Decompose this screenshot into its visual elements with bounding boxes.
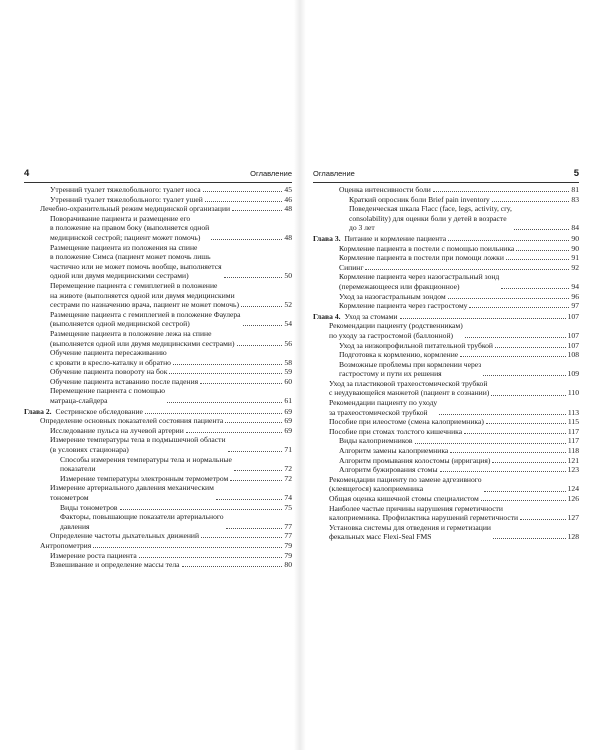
toc-entry-page: 118 (567, 446, 579, 456)
dot-leader (216, 499, 283, 500)
dot-leader (440, 471, 566, 472)
toc-entry (313, 321, 579, 340)
toc-entry-page: 71 (284, 445, 292, 455)
toc-entry-title: Определение основных показателей состояния пациента (40, 416, 224, 426)
dot-leader (201, 537, 282, 538)
toc-entry (24, 483, 292, 502)
toc-entry (313, 504, 579, 523)
toc-chapter-entry (313, 312, 579, 322)
toc-entry (313, 341, 579, 351)
toc-entry (24, 426, 292, 436)
toc-entry-page: 46 (284, 194, 292, 204)
toc-entry-title: Уход за низкопрофильной питательной трубкой (339, 340, 493, 350)
toc-entry (24, 474, 292, 484)
toc-entry-title: Сипинг (339, 262, 364, 272)
toc-entry-title: Определение частоты дыхательных движений (50, 531, 200, 541)
toc-entry-page: 127 (567, 513, 579, 523)
toc-entry (24, 503, 292, 513)
dot-leader (234, 470, 282, 471)
toc-entry (313, 436, 579, 446)
dot-leader (450, 452, 566, 453)
dot-leader (469, 307, 569, 308)
toc-entry-page: 124 (567, 484, 579, 494)
toc-entry-title: Возможные проблемы при кормлении через гастростому и пути их решения (339, 359, 482, 379)
dot-leader (464, 433, 566, 434)
toc-entry-title: Способы измерения температуры тела и нормальные показатели (60, 454, 232, 474)
toc-entry (24, 560, 292, 570)
toc-entry (313, 292, 579, 302)
toc-entry-title: Исследование пульса на лучевой артерии (50, 425, 184, 435)
dot-leader (173, 364, 282, 365)
toc-entry (24, 329, 292, 348)
dot-leader (225, 422, 282, 423)
dot-leader (415, 443, 566, 444)
toc-entry (313, 350, 579, 360)
toc-entry-title: Утренний туалет тяжелобольного: туалет ушей (50, 194, 203, 204)
toc-entry (24, 243, 292, 281)
toc-entry-page: 54 (284, 319, 292, 329)
toc-entry-page: 123 (567, 465, 579, 475)
toc-entry-title: Установка системы для отведения и герметизации фекальных масс Flexi-Seal FMS (329, 522, 491, 542)
toc-entry (24, 541, 292, 551)
toc-entry-page: 80 (284, 560, 292, 570)
toc-entry-page: 92 (571, 262, 579, 272)
toc-entry-page: 48 (284, 204, 292, 214)
toc-entry-title: Виды калоприемников (339, 436, 413, 446)
toc-entry (313, 456, 579, 466)
toc-entry-page: 97 (571, 301, 579, 311)
toc-entry (24, 310, 292, 329)
toc-entry (24, 377, 292, 387)
toc-entry-title: Факторы, повышающие показатели артериального давления (60, 512, 224, 531)
toc-entry-page: 107 (567, 330, 579, 340)
toc-entry-page: 128 (567, 532, 579, 542)
toc-entry-title: Размещение пациента из положения на спине в положение Симса (пациент может помочь лишь частично или не может помочь вообще, выполняется одной или двумя медицинскими сестрами) (50, 242, 222, 281)
dot-leader (139, 557, 283, 558)
toc-entry-page: 77 (284, 531, 292, 541)
dot-leader (230, 480, 282, 481)
toc-entry (313, 523, 579, 542)
toc-entry-page: 84 (571, 223, 579, 233)
toc-entry (313, 398, 579, 417)
toc-entry-title: Рекомендации пациенту по замене адгезивного (клеящегося) калоприемника (329, 474, 482, 494)
dot-leader (514, 229, 569, 230)
dot-leader (120, 509, 283, 510)
toc-entry-title: Кормление пациента в постели при помощи ложки (339, 253, 504, 263)
toc-entry (24, 204, 292, 214)
toc-entry-page: 91 (571, 253, 579, 263)
toc-entry-title: Краткий опросник боли Brief pain inventory (349, 194, 490, 204)
dot-leader (200, 383, 282, 384)
toc-entry-page: 81 (571, 185, 579, 194)
toc-entry (313, 427, 579, 437)
toc-entry-title: Кормление пациента в постели с помощью поильника (339, 243, 515, 253)
toc-entry-title: Перемещение пациента с гемиплегией в положение на животе (выполняется одной или двумя медицинскими сестрами по назначению врача, пациент не может помочь) (50, 280, 240, 310)
toc-entry-page: 79 (284, 540, 292, 550)
toc-entry (313, 195, 579, 205)
toc-entry-page: 58 (284, 357, 292, 367)
toc-entry (24, 416, 292, 426)
toc-entry (24, 281, 292, 310)
toc-entry (24, 367, 292, 377)
toc-entry-page: 90 (571, 233, 579, 243)
toc-entry-title: Взвешивание и определение массы тела (50, 560, 180, 570)
toc-entry-page: 90 (571, 243, 579, 253)
dot-leader (492, 462, 565, 463)
toc-entry-title: Виды тонометров (60, 502, 118, 512)
toc-entry (313, 417, 579, 427)
toc-entry-title: Наиболее частые причины нарушения герметичности калоприемника. Профилактика нарушений герметичности (329, 503, 519, 523)
dot-leader (205, 201, 283, 202)
toc-chapter-entry (313, 234, 579, 244)
toc-entry-page: 77 (284, 521, 292, 531)
toc-entry-page: 56 (284, 338, 292, 348)
toc-entry-page: 79 (284, 550, 292, 560)
page-number-right: 5 (573, 168, 579, 179)
dot-leader (145, 413, 283, 414)
dot-leader (486, 423, 566, 424)
running-header-left (24, 168, 292, 183)
toc-entry-page: 117 (567, 426, 579, 436)
toc-entry-page: 45 (284, 185, 292, 194)
toc-entry-title: Обучение пациента пересаживанию с кровати в кресло-каталку и обратно (50, 348, 171, 367)
toc-entry-page: 74 (284, 493, 292, 502)
toc-entry (313, 253, 579, 263)
toc-entry-title: Обучение пациента вставанию после падения (50, 376, 199, 386)
dot-leader (211, 239, 282, 240)
left-page (24, 168, 292, 570)
dot-leader (501, 288, 569, 289)
chapter-label: Глава 2. (24, 406, 52, 416)
dot-leader (228, 451, 283, 452)
toc-entry-title: Уход за пластиковой трахеостомической трубкой с неудувающейся манжетой (пациент в сознании) (329, 378, 490, 398)
dot-leader (448, 240, 569, 241)
toc-entry (24, 455, 292, 474)
toc-entry-title: Сестринское обследование (55, 406, 143, 416)
toc-entry-title: Лечебно-охранительный режим медицинской организации (40, 204, 231, 214)
toc-entry-page: 109 (567, 369, 579, 379)
page-number-left: 4 (24, 168, 30, 179)
dot-leader (439, 414, 566, 415)
dot-leader (186, 432, 283, 433)
dot-leader (226, 528, 283, 529)
toc-entry-title: Размещение пациента с гемиплегией в положение Фаулера (выполняется одной медицинской сестрой) (50, 309, 241, 329)
toc-entry-page: 48 (284, 232, 292, 242)
dot-leader (492, 201, 570, 202)
toc-entry (313, 465, 579, 475)
dot-leader (365, 269, 569, 270)
toc-entry-page: 60 (284, 376, 292, 386)
dot-leader (448, 298, 570, 299)
toc-entry (313, 204, 579, 233)
toc-entry-title: Кормление пациента через назогастральный зонд (перемежающееся или фракционное) (339, 272, 500, 291)
toc-entry-page: 69 (284, 416, 292, 426)
toc-entry-title: Измерение температуры тела в подмышечной области (в условиях стационара) (50, 435, 226, 455)
dot-leader (491, 395, 566, 396)
toc-entry-page: 50 (284, 271, 292, 281)
toc-entry (313, 244, 579, 254)
toc-entry-title: Перемещение пациента с помощью матраца-слайдера (50, 386, 166, 406)
toc-entry-title: Уход за назогастральным зондом (339, 291, 446, 301)
dot-leader (433, 191, 570, 192)
toc-entry-title: Измерение артериального давления механическим тонометром (50, 483, 214, 502)
dot-leader (484, 491, 566, 492)
chapter-label: Глава 4. (313, 311, 341, 321)
toc-entry (24, 195, 292, 205)
dot-leader (182, 566, 283, 567)
dot-leader (493, 538, 566, 539)
toc-entry-title: Обучение пациента повороту на бок (50, 367, 168, 377)
toc-entry-title: Антропометрия (40, 540, 92, 550)
dot-leader (495, 347, 566, 348)
toc-entry (24, 348, 292, 367)
running-title-left: Оглавление (250, 169, 292, 178)
toc-entry (24, 435, 292, 454)
dot-leader (169, 373, 282, 374)
toc-entry-title: Измерение роста пациента (50, 550, 137, 560)
toc-entry-page: 52 (284, 300, 292, 310)
toc-entry (313, 494, 579, 504)
toc-entry-title: Пособие при стомах толстого кишечника (329, 426, 463, 436)
dot-leader (232, 210, 282, 211)
toc-entry-page: 96 (571, 291, 579, 301)
toc-entry-page: 75 (284, 502, 292, 512)
running-header-right (313, 168, 579, 183)
toc-entry-page: 110 (567, 388, 579, 398)
running-title-right: Оглавление (313, 169, 355, 178)
toc-chapter-entry (24, 407, 292, 417)
dot-leader (237, 345, 283, 346)
toc-entry (313, 475, 579, 494)
toc-entry-title: Рекомендации пациенту (родственникам) по уходу за гастростомой (баллонной) (329, 321, 463, 340)
chapter-label: Глава 3. (313, 233, 341, 243)
toc-entry-title: Подготовка к кормлению, кормление (339, 350, 459, 360)
toc-entry-title: Поведенческая шкала Flacc (face, legs, activity, cry, consolability) для оценки боли у детей в возрасте до 3 лет (349, 204, 512, 233)
dot-leader (93, 547, 282, 548)
toc-entry-title: Общая оценка кишечной стомы специалистом (329, 494, 479, 503)
toc-entry-title: Алгоритм промывания колостомы (ирригация) (339, 455, 491, 465)
toc-entry-page: 72 (284, 473, 292, 483)
toc-entry (313, 379, 579, 398)
dot-leader (203, 191, 283, 192)
dot-leader (167, 402, 282, 403)
dot-leader (400, 318, 566, 319)
right-page (313, 168, 579, 542)
dot-leader (506, 259, 570, 260)
dot-leader (460, 356, 565, 357)
toc-entry-page: 69 (284, 425, 292, 435)
toc-entry-page: 59 (284, 367, 292, 377)
toc-entry-page: 72 (284, 464, 292, 474)
toc-entry-title: Питание и кормление пациента (344, 233, 447, 243)
toc-entry-page: 115 (567, 417, 579, 427)
toc-entry-page: 83 (571, 194, 579, 204)
toc-entry-title: Утренний туалет тяжелобольного: туалет носа (50, 185, 201, 194)
toc-list-right (313, 185, 579, 542)
toc-entry-page: 61 (284, 396, 292, 406)
toc-entry (313, 185, 579, 195)
toc-entry (313, 446, 579, 456)
dot-leader (243, 325, 283, 326)
toc-entry (24, 386, 292, 405)
toc-entry-page: 113 (567, 407, 579, 417)
toc-entry (24, 531, 292, 541)
dot-leader (465, 337, 566, 338)
toc-entry-title: Алгоритм замены калоприемника (339, 446, 449, 456)
toc-entry-page: 126 (567, 494, 579, 503)
toc-entry-page: 69 (284, 406, 292, 416)
dot-leader (481, 500, 566, 501)
dot-leader (520, 519, 566, 520)
toc-entry (313, 272, 579, 291)
toc-entry-title: Поворачивание пациента и размещение его в положение на правом боку (выполняется одной медицинской сестрой; пациент может помочь) (50, 213, 210, 242)
toc-entry (313, 263, 579, 273)
toc-entry-title: Кормление пациента через гастростому (339, 301, 468, 311)
toc-entry-page: 117 (567, 436, 579, 446)
toc-entry-title: Измерение температуры электронным термометром (60, 473, 229, 483)
toc-list-left (24, 185, 292, 570)
toc-entry-title: Пособие при илеостоме (смена калоприемника) (329, 417, 484, 427)
toc-entry-page: 121 (567, 455, 579, 465)
toc-entry-title: Размещение пациента в положение лежа на спине (выполняется одной или двумя медицинскими сестрами) (50, 328, 235, 348)
toc-entry-title: Уход за стомами (344, 311, 398, 321)
toc-entry (24, 214, 292, 243)
toc-entry (24, 512, 292, 531)
toc-entry-title: Рекомендации пациенту по уходу за трахеостомической трубкой (329, 398, 438, 417)
toc-entry-page: 94 (571, 281, 579, 291)
dot-leader (483, 375, 565, 376)
toc-entry-page: 107 (567, 311, 579, 321)
toc-entry-page: 108 (567, 350, 579, 360)
toc-entry (24, 551, 292, 561)
toc-entry (313, 360, 579, 379)
toc-entry-page: 107 (567, 340, 579, 350)
toc-entry (24, 185, 292, 195)
dot-leader (224, 277, 283, 278)
toc-entry-title: Алгоритм бужирования стомы (339, 465, 438, 475)
dot-leader (241, 306, 282, 307)
toc-entry (313, 301, 579, 311)
toc-entry-title: Оценка интенсивности боли (339, 185, 431, 194)
dot-leader (516, 250, 569, 251)
